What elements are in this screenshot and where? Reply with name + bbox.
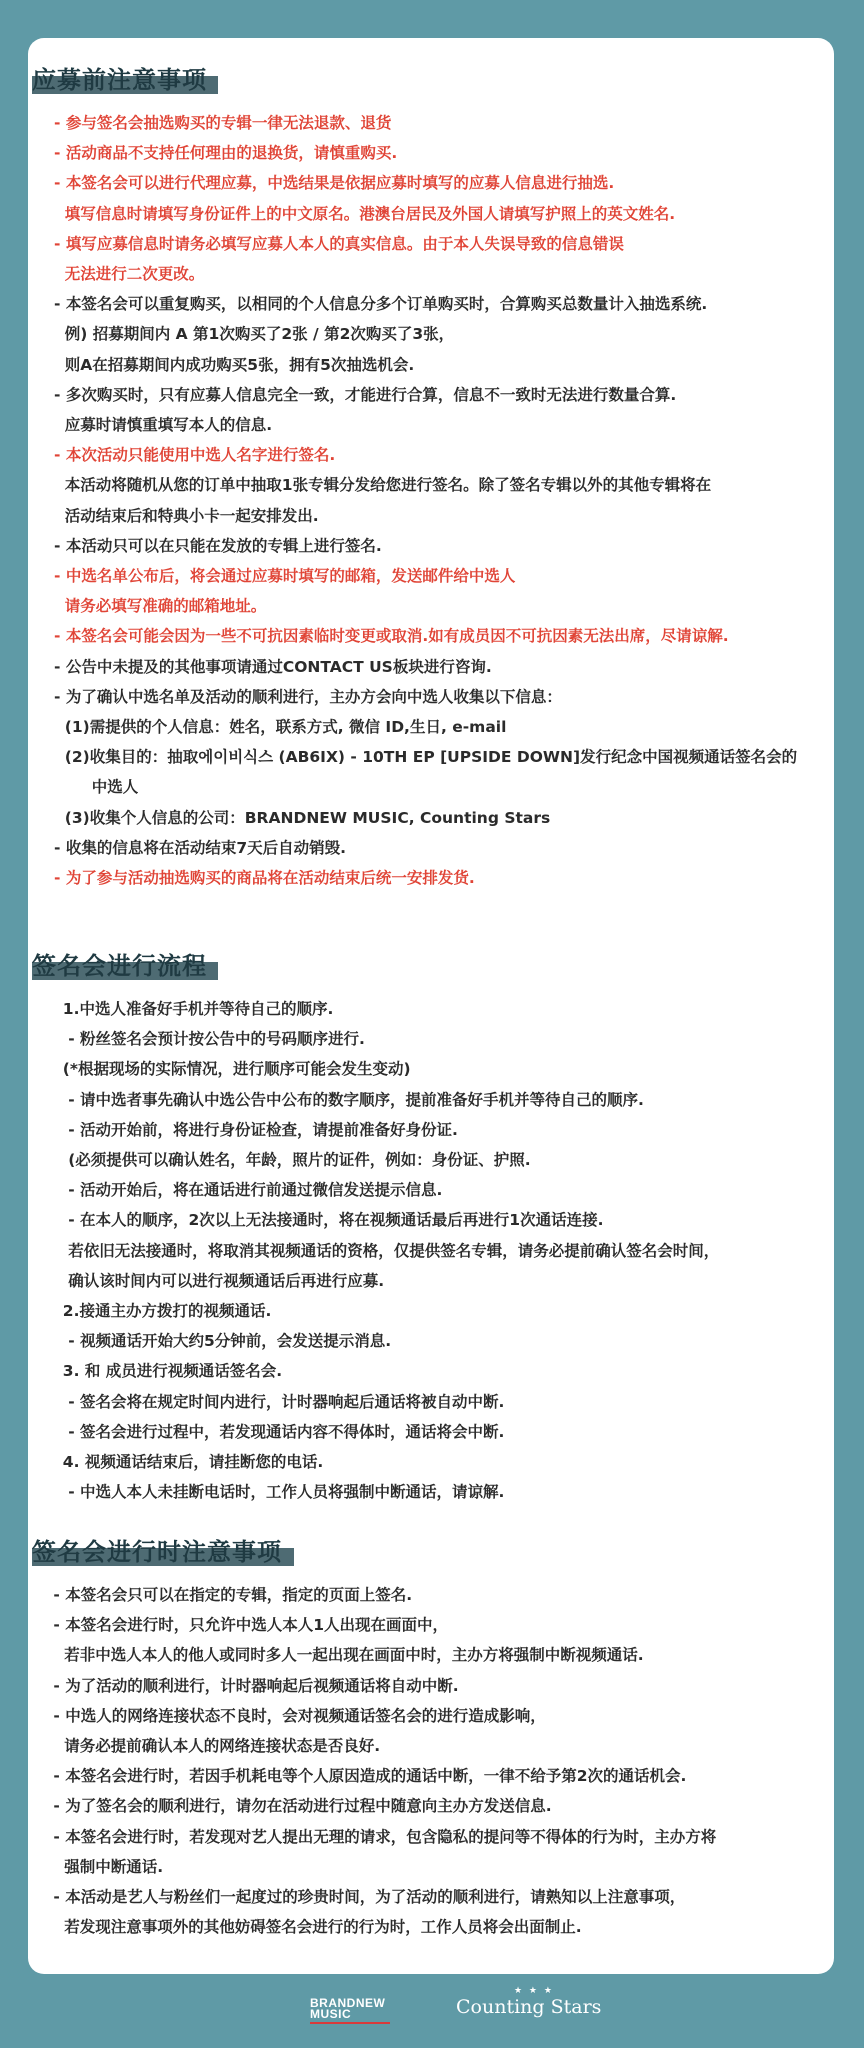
notice-line: 1.中选人准备好手机并等待自己的顺序. <box>52 1000 334 1018</box>
notice-line: 3. 和 成员进行视频通话签名会. <box>52 1362 283 1381</box>
notice-line: 中选人 <box>54 778 139 797</box>
notice-line: - 本次活动只能使用中选人名字进行签名. <box>54 446 336 465</box>
notice-line: - 参与签名会抽选购买的专辑一律无法退款、退货 <box>54 114 392 132</box>
notice-line: 活动结束后和特典小卡一起安排发出. <box>54 506 319 525</box>
notice-line: - 本签名会可能会因为一些不可抗因素临时变更或取消.如有成员因不可抗因素无法出席，尽请谅解. <box>54 627 729 646</box>
notice-line: - 本活动只可以在只能在发放的专辑上进行签名. <box>54 536 382 555</box>
stars-icon: ★ ★ ★ <box>514 1986 554 1996</box>
notice-line: (*根据现场的实际情况，进行顺序可能会发生变动) <box>52 1060 411 1079</box>
notice-line: 填写信息时请填写身份证件上的中文原名。港澳台居民及外国人请填写护照上的英文姓名. <box>54 204 676 223</box>
notice-list <box>52 994 858 1507</box>
notice-line: 例) 招募期间内 A 第1次购买了2张 / 第2次购买了3张， <box>54 325 455 344</box>
logo-music-text: MUSIC <box>310 2007 352 2021</box>
notice-line: - 本活动是艺人与粉丝们一起度过的珍贵时间，为了活动的顺利进行，请熟知以上注意事项， <box>48 1888 686 1907</box>
notice-line: (必须提供可以确认姓名，年龄，照片的证件，例如：身份证、护照. <box>52 1151 531 1170</box>
notice-line: (3)收集个人信息的公司：BRANDNEW MUSIC, Counting Stars <box>54 808 551 827</box>
notice-line: 请务必填写准确的邮箱地址。 <box>54 597 267 616</box>
logo-stripe <box>310 2022 390 2024</box>
notice-line: - 为了活动的顺利进行，计时器响起后视频通话将自动中断. <box>48 1676 459 1695</box>
notice-line: - 中选人本人未挂断电话时，工作人员将强制中断通话，请谅解. <box>52 1483 505 1502</box>
notice-line: 若非中选人本人的他人或同时多人一起出现在画面中时，主办方将强制中断视频通话. <box>48 1646 644 1665</box>
notice-list <box>54 108 860 893</box>
notice-line: 确认该时间内可以进行视频通话后再进行应募. <box>52 1271 385 1290</box>
section-title: 签名会进行时注意事项 <box>32 1538 282 1566</box>
notice-line: 应募时请慎重填写本人的信息. <box>54 416 273 435</box>
notice-line: - 视频通话开始大约5分钟前，会发送提示消息. <box>52 1332 392 1351</box>
section-heading <box>28 1536 834 1574</box>
notice-list <box>48 1580 854 1942</box>
notice-line: - 中选名单公布后，将会通过应募时填写的邮箱，发送邮件给中选人 <box>54 567 516 586</box>
notice-line: - 本签名会可以重复购买，以相同的个人信息分多个订单购买时，合算购买总数量计入抽选系统. <box>54 295 708 314</box>
notice-line: 若发现注意事项外的其他妨碍签名会进行的行为时，工作人员将会出面制止. <box>48 1918 582 1937</box>
notice-line: - 粉丝签名会预计按公告中的号码顺序进行. <box>52 1030 365 1049</box>
notice-line: - 公告中未提及的其他事项请通过CONTACT US板块进行咨询. <box>54 657 492 676</box>
notice-line: - 签名会将在规定时间内进行，计时器响起后通话将被自动中断. <box>52 1392 505 1411</box>
notice-line: - 签名会进行过程中，若发现通话内容不得体时，通话将会中断. <box>52 1422 505 1441</box>
notice-line: (2)收集目的：抽取에이비식스 (AB6IX) - 10TH EP [UPSIDE DOWN]发行纪念中国视频通话签名会的 <box>54 748 798 767</box>
notice-line: - 请中选者事先确认中选公告中公布的数字顺序，提前准备好手机并等待自己的顺序. <box>52 1090 644 1109</box>
notice-line: - 为了参与活动抽选购买的商品将在活动结束后统一安排发货. <box>54 869 475 888</box>
section-title: 应募前注意事项 <box>32 66 207 94</box>
notice-line: - 本签名会可以进行代理应募，中选结果是依据应募时填写的应募人信息进行抽选. <box>54 174 615 193</box>
section-before-application <box>28 64 834 893</box>
notice-line: 无法进行二次更改。 <box>54 265 205 284</box>
section-process <box>28 950 834 1507</box>
notice-line: - 活动开始前，将进行身份证检查，请提前准备好身份证. <box>52 1120 458 1139</box>
notice-line: - 收集的信息将在活动结束7天后自动销毁. <box>54 838 347 857</box>
counting-stars-logo <box>456 1986 602 2018</box>
notice-line: - 活动开始后，将在通话进行前通过微信发送提示信息. <box>52 1181 443 1200</box>
notice-line: - 活动商品不支持任何理由的退换货，请慎重购买. <box>54 144 398 163</box>
notice-line: 强制中断通话. <box>48 1857 164 1876</box>
section-heading <box>28 950 834 988</box>
footer-logos <box>0 1986 864 2030</box>
section-title: 签名会进行流程 <box>32 952 207 980</box>
notice-line: 请务必提前确认本人的网络连接状态是否良好. <box>48 1737 381 1756</box>
notice-line: 2.接通主办方拨打的视频通话. <box>52 1302 272 1321</box>
notice-line: 本活动将随机从您的订单中抽取1张专辑分发给您进行签名。除了签名专辑以外的其他专辑将在 <box>54 476 712 495</box>
notice-line: - 本签名会进行时，若发现对艺人提出无理的请求，包含隐私的提问等不得体的行为时，主办方将 <box>48 1827 717 1846</box>
notice-line: - 本签名会只可以在指定的专辑，指定的页面上签名. <box>48 1586 413 1604</box>
notice-line: 4. 视频通话结束后，请挂断您的电话. <box>52 1453 324 1472</box>
notice-line: 则A在招募期间内成功购买5张，拥有5次抽选机会. <box>54 355 415 374</box>
logo-counting-stars-text: Counting Stars <box>456 1996 602 2018</box>
brandnew-music-logo <box>310 1998 390 2024</box>
notice-line: - 本签名会进行时，只允许中选人本人1人出现在画面中， <box>48 1616 449 1635</box>
logo-brandnew-text: BRANDNEW <box>310 1996 386 2010</box>
notice-line: - 中选人的网络连接状态不良时，会对视频通话签名会的进行造成影响， <box>48 1706 546 1725</box>
section-during-event <box>28 1536 834 1942</box>
notice-line: - 多次购买时，只有应募人信息完全一致，才能进行合算，信息不一致时无法进行数量合算. <box>54 385 677 404</box>
notice-card <box>28 38 834 1974</box>
notice-line: 若依旧无法接通时，将取消其视频通话的资格，仅提供签名专辑，请务必提前确认签名会时间， <box>52 1241 720 1260</box>
notice-line: - 为了签名会的顺利进行，请勿在活动进行过程中随意向主办方发送信息. <box>48 1797 552 1816</box>
notice-line: - 本签名会进行时，若因手机耗电等个人原因造成的通话中断，一律不给予第2次的通话机会. <box>48 1767 687 1786</box>
notice-line: (1)需提供的个人信息：姓名，联系方式, 微信 ID,生日, e-mail <box>54 718 507 737</box>
notice-line: - 填写应募信息时请务必填写应募人本人的真实信息。由于本人失误导致的信息错误 <box>54 234 624 253</box>
notice-line: - 为了确认中选名单及活动的顺利进行，主办方会向中选人收集以下信息： <box>54 687 562 706</box>
section-heading <box>28 64 834 102</box>
notice-line: - 在本人的顺序，2次以上无法接通时，将在视频通话最后再进行1次通话连接. <box>52 1211 604 1230</box>
